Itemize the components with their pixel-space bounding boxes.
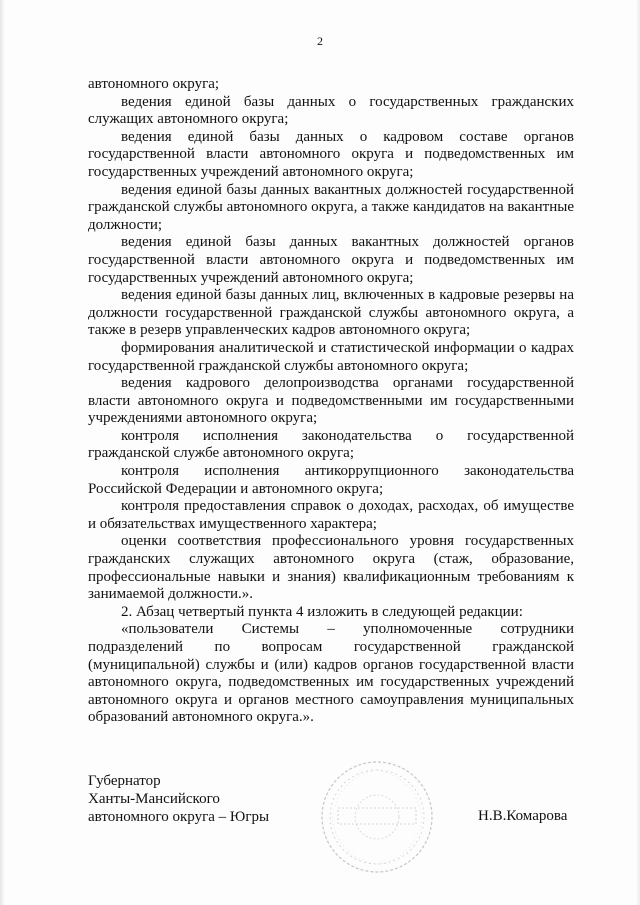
paragraph: ведения единой базы данных вакантных должностей государственной гражданской службы автономного округа, а также кандидатов на вакантные должности;: [88, 181, 574, 233]
paragraph: 2. Абзац четвертый пункта 4 изложить в следующей редакции:: [121, 603, 523, 620]
paragraph: контроля исполнения законодательства о государственной гражданской службе автономного округа;: [88, 427, 574, 462]
paragraph: контроля предоставления справок о доходах, расходах, об имуществе и обязательствах имущественного характера;: [88, 498, 574, 532]
signatory-title: [88, 772, 269, 826]
paragraph: ведения единой базы данных о государственных гражданских служащих автономного округа;: [88, 93, 574, 128]
signatory-name: Н.В.Комарова: [478, 808, 568, 824]
signatory-title-line: Ханты-Мансийского: [88, 791, 220, 807]
scan-edge-left: [0, 0, 5, 905]
document-body: [88, 76, 574, 727]
paragraph: «пользователи Системы – уполномоченные сотрудники подразделений по вопросам государственной гражданской (муниципальной) службы и (или) кадров органов государственной власти автономного округа, подведомственных им государственных учреждений автономного округа и органов местного самоуправления муниципальных образований автономного округа.».: [88, 621, 574, 726]
paragraph: формирования аналитической и статистической информации о кадрах государственной гражданской службы автономного округа;: [88, 339, 574, 374]
paragraph: автономного округа;: [88, 76, 220, 92]
paragraph: ведения кадрового делопроизводства органами государственной власти автономного округа и подведомственными им государственными учреждениями автономного округа;: [88, 375, 574, 427]
scan-edge-right: [636, 0, 640, 905]
paragraph: ведения единой базы данных вакантных должностей органов государственной власти автономного округа и подведомственных им государственных учреждений автономного округа;: [88, 234, 574, 286]
paragraph: контроля исполнения антикоррупционного законодательства Российской Федерации и автономного округа;: [88, 463, 574, 497]
page-number: 2: [317, 34, 323, 48]
paragraph: оценки соответствия профессионального уровня государственных гражданских служащих автономного округа (стаж, образование, профессиональные навыки и знания) квалификационным требованиям к занимаемой должности.».: [88, 533, 574, 603]
paragraph: ведения единой базы данных лиц, включенных в кадровые резервы на должности государственной гражданской службы автономного округа, а также в резерв управленческих кадров автономного округа;: [88, 287, 574, 339]
signatory-title-line: автономного округа – Югры: [88, 809, 270, 825]
signatory-title-line: Губернатор: [88, 773, 161, 789]
paragraph: ведения единой базы данных о кадровом составе органов государственной власти автономного округа и подведомственных им государственных учреждений автономного округа;: [88, 128, 574, 180]
official-seal-stamp: [318, 758, 436, 876]
